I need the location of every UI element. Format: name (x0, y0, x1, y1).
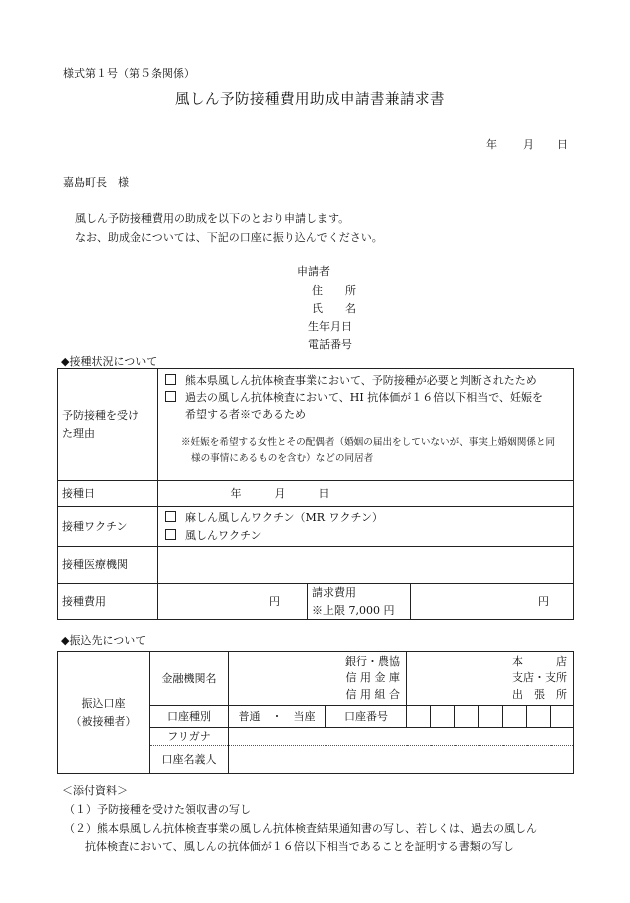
account-label-line-1: 振込口座 (81, 697, 126, 711)
reason-option-2-cont: 希望する者※であるため (185, 408, 306, 422)
checkbox[interactable] (165, 529, 176, 540)
claim-label: 請求費用 (312, 586, 356, 600)
checkbox[interactable] (165, 374, 176, 385)
attachment-item-1: （１）予防接種を受けた領収書の写し (64, 803, 251, 816)
bank-type-2: 信 用 金 庫 (345, 671, 400, 685)
vaccine-options-cell (158, 507, 574, 547)
date-year-label: 年 (486, 138, 497, 151)
reason-label-line-1: 予防接種を受け (62, 409, 139, 423)
reason-note-line-2: 様の事情にあるものを含む）などの同居者 (191, 453, 374, 465)
reason-option-2[interactable]: 過去の風しん抗体検査において、HI 抗体価が１６倍以下相当で、妊娠を (165, 389, 569, 406)
reason-label-line-2: た理由 (62, 426, 95, 440)
furigana-label: フリガナ (150, 728, 229, 746)
vaccine-option-2[interactable]: 風しんワクチン (165, 527, 569, 544)
account-label-line-2: （被接種者） (70, 714, 137, 728)
clinic-field[interactable] (158, 547, 574, 584)
form-number: 様式第１号（第５条関係） (63, 67, 195, 80)
vaccination-table (57, 368, 574, 620)
applicant-address-label: 住 所 (312, 284, 356, 297)
account-number-label: 口座番号 (326, 706, 407, 728)
reason-label-cell (58, 369, 158, 481)
account-type-label: 口座種別 (150, 706, 229, 728)
branch-type-2: 支店・支所 (512, 671, 568, 685)
account-digit-box[interactable] (431, 706, 455, 728)
vaccine-label: 接種ワクチン (58, 507, 158, 547)
bank-label: 金融機関名 (150, 652, 229, 706)
account-digit-box[interactable] (407, 706, 431, 728)
date-label: 接種日 (58, 481, 158, 507)
claim-field[interactable] (411, 584, 574, 620)
reason-options-cell (158, 369, 574, 481)
claim-limit: ※上限 7,000 円 (312, 603, 395, 617)
applicant-phone-label: 電話番号 (308, 338, 352, 351)
clinic-label: 接種医療機関 (58, 547, 158, 584)
section1-heading: ◆接種状況について (61, 355, 158, 368)
bank-name-field[interactable] (229, 652, 407, 706)
account-digit-box[interactable] (479, 706, 503, 728)
account-digit-box[interactable] (527, 706, 551, 728)
intro-line-2: なお、助成金については、下記の口座に振り込んでください。 (75, 231, 383, 244)
account-type-value[interactable]: 普通 ・ 当座 (229, 706, 326, 728)
account-digit-box[interactable] (455, 706, 479, 728)
cost-unit: 円 (269, 594, 280, 608)
claim-label-cell (308, 584, 411, 620)
attachment-item-2-line-2: 抗体検査において、風しんの抗体価が１６倍以下相当であることを証明する書類の写し (85, 840, 514, 853)
claim-unit: 円 (538, 594, 550, 608)
reason-option-1[interactable]: 熊本県風しん抗体検査事業において、予防接種が必要と判断されたため (165, 372, 569, 389)
page-title: 風しん予防接種費用助成申請書兼請求書 (175, 92, 445, 108)
account-digit-box[interactable] (503, 706, 527, 728)
reason-note-line-1: ※妊娠を希望する女性とその配偶者（婚姻の届出をしていないが、事実上婚姻関係と同 (181, 437, 556, 449)
checkbox[interactable] (165, 391, 176, 402)
date-field-year: 年 (230, 486, 242, 500)
account-digit-box[interactable] (551, 706, 574, 728)
date-field[interactable] (158, 481, 574, 507)
section2-heading: ◆振込先について (61, 634, 147, 647)
applicant-name-label: 氏 名 (312, 302, 356, 315)
furigana-field[interactable] (229, 728, 574, 746)
date-field-day: 日 (318, 486, 330, 500)
date-field-month: 月 (274, 486, 286, 500)
date-month-label: 月 (523, 138, 534, 151)
account-label-cell (58, 652, 150, 774)
branch-type-1: 本 店 (512, 654, 568, 668)
vaccine-option-1[interactable]: 麻しん風しんワクチン（MR ワクチン） (165, 509, 569, 526)
applicant-birthdate-label: 生年月日 (308, 320, 352, 333)
applicant-heading: 申請者 (297, 265, 330, 278)
date-day-label: 日 (557, 138, 568, 151)
bank-type-3: 信 用 組 合 (345, 687, 400, 701)
cost-label: 接種費用 (58, 584, 158, 620)
addressee: 嘉島町長 様 (63, 176, 129, 189)
branch-field[interactable] (407, 652, 574, 706)
intro-line-1: 風しん予防接種費用の助成を以下のとおり申請します。 (75, 212, 350, 225)
checkbox[interactable] (165, 511, 176, 522)
bank-type-1: 銀行・農協 (345, 654, 400, 668)
holder-label: 口座名義人 (150, 746, 229, 774)
cost-field[interactable] (158, 584, 308, 620)
bank-table (57, 651, 574, 774)
branch-type-3: 出 張 所 (512, 687, 568, 701)
attachment-item-2-line-1: （２）熊本県風しん抗体検査事業の風しん抗体検査結果通知書の写し、若しくは、過去の風しん (64, 822, 537, 835)
holder-field[interactable] (229, 746, 574, 774)
attachments-heading: ＜添付資料＞ (62, 784, 128, 797)
